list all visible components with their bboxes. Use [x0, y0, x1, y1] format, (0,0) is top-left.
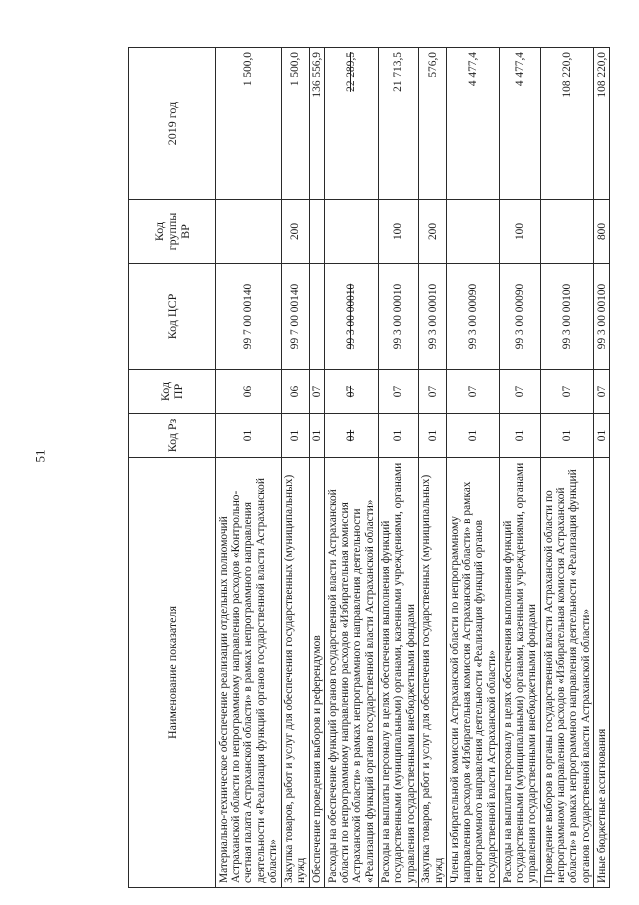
table-row	[325, 48, 378, 888]
table-row	[500, 48, 541, 888]
row-vr	[447, 200, 500, 264]
header-name: Наименование показателя	[129, 458, 216, 888]
row-rz: 01	[541, 414, 594, 458]
row-name: Материально-техническое обеспечение реализации отдельных полномочий Астраханской области по непрограммному направлению расходов «Контрольно-счетная палата Астраханской области» в рамках непрограммного направления деятельности «Реализация функций органов государственной власти Астраханской области»	[216, 458, 282, 888]
header-rz: Код Рз	[129, 414, 216, 458]
row-vr: 200	[419, 200, 447, 264]
row-vr: 800	[594, 200, 610, 264]
rotated-table-container	[128, 48, 610, 888]
row-pr: 07	[541, 370, 594, 414]
row-rz: 01	[447, 414, 500, 458]
row-csr: 99 7 00 00140	[216, 264, 282, 370]
row-value: 136 556,9	[309, 48, 325, 200]
table-row	[309, 48, 325, 888]
row-value: 1 500,0	[281, 48, 309, 200]
row-rz: 01	[281, 414, 309, 458]
row-pr: 07	[325, 370, 378, 414]
row-pr: 06	[281, 370, 309, 414]
row-pr: 06	[216, 370, 282, 414]
row-name: Расходы на выплаты персоналу в целях обеспечения выполнения функций государственными (муниципальными) органами, казенными учреждениями, органами управления государственными внебюджетными фондами	[378, 458, 419, 888]
row-rz: 01	[419, 414, 447, 458]
row-csr: 99 3 00 00100	[541, 264, 594, 370]
row-value: 108 220,0	[541, 48, 594, 200]
row-vr	[325, 200, 378, 264]
row-name: Проведение выборов в органы государственной власти Астраханской области по непрограммному направлению расходов «Избирательная комиссия Астраханской области» в рамках непрограммного направления деятельности «Реализация функций органов государственной власти Астраханской области»	[541, 458, 594, 888]
row-name: Закупка товаров, работ и услуг для обеспечения государственных (муниципальных) нужд	[419, 458, 447, 888]
row-pr: 07	[378, 370, 419, 414]
row-vr	[309, 200, 325, 264]
row-csr: 99 3 00 00090	[500, 264, 541, 370]
row-rz: 01	[594, 414, 610, 458]
table-row	[594, 48, 610, 888]
row-rz: 01	[309, 414, 325, 458]
header-csr: Код ЦСР	[129, 264, 216, 370]
row-value: 4 477,4	[500, 48, 541, 200]
row-value: 108 220,0	[594, 48, 610, 200]
row-value: 4 477,4	[447, 48, 500, 200]
row-vr	[216, 200, 282, 264]
row-name: Расходы на выплаты персоналу в целях обеспечения выполнения функций государственными (муниципальными) органами, казенными учреждениями, органами управления государственными внебюджетными фондами	[500, 458, 541, 888]
row-rz: 01	[500, 414, 541, 458]
row-value: 576,0	[419, 48, 447, 200]
row-pr: 07	[309, 370, 325, 414]
header-pr: Код ПР	[129, 370, 216, 414]
row-rz: 01	[325, 414, 378, 458]
row-csr: 99 3 00 00010	[325, 264, 378, 370]
page-number: 51	[32, 449, 48, 463]
row-name: Члены избирательной комиссии Астраханской области по непрограммному направлению расходов «Избирательная комиссия Астраханской области» в рамках непрограммного направления деятельности «Реализация функций органов государственной власти Астраханской области»	[447, 458, 500, 888]
header-vr: Код группы ВР	[129, 200, 216, 264]
row-csr: 99 3 00 00010	[378, 264, 419, 370]
row-name: Иные бюджетные ассигнования	[594, 458, 610, 888]
row-value: 21 713,5	[378, 48, 419, 200]
row-rz: 01	[378, 414, 419, 458]
row-csr: 99 7 00 00140	[281, 264, 309, 370]
row-value: 1 500,0	[216, 48, 282, 200]
header-year: 2019 год	[129, 48, 216, 200]
row-pr: 07	[594, 370, 610, 414]
row-value: 22 289,5	[325, 48, 378, 200]
row-pr: 07	[419, 370, 447, 414]
row-name: Расходы на обеспечение функций органов государственной власти Астраханской области по непрограммному направлению расходов «Избирательная комиссия Астраханской области» в рамках непрограммного направления деятельности «Реализация функций органов государственной власти Астраханской области»	[325, 458, 378, 888]
row-vr: 200	[281, 200, 309, 264]
row-rz: 01	[216, 414, 282, 458]
row-csr: 99 3 00 00090	[447, 264, 500, 370]
budget-table	[128, 47, 610, 888]
row-csr	[309, 264, 325, 370]
row-name: Закупка товаров, работ и услуг для обеспечения государственных (муниципальных) нужд	[281, 458, 309, 888]
table-row	[378, 48, 419, 888]
table-header-row	[129, 48, 216, 888]
row-vr: 100	[500, 200, 541, 264]
row-pr: 07	[447, 370, 500, 414]
table-row	[281, 48, 309, 888]
table-row	[419, 48, 447, 888]
row-csr: 99 3 00 00010	[419, 264, 447, 370]
row-pr: 07	[500, 370, 541, 414]
row-csr: 99 3 00 00100	[594, 264, 610, 370]
table-row	[541, 48, 594, 888]
table-row	[447, 48, 500, 888]
row-vr: 100	[378, 200, 419, 264]
row-name: Обеспечение проведения выборов и референдумов	[309, 458, 325, 888]
row-vr	[541, 200, 594, 264]
table-row	[216, 48, 282, 888]
